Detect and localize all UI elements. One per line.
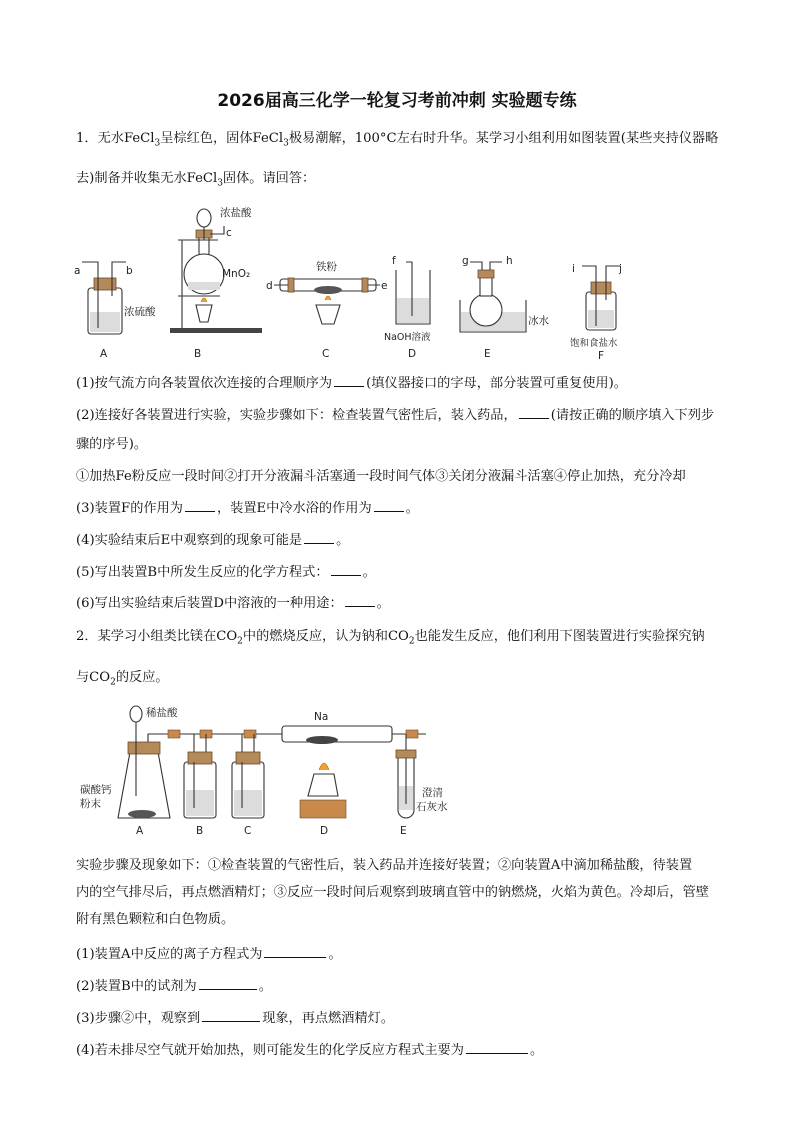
q2-procedure-2: 内的空气排尽后，再点燃酒精灯；③反应一段时间后观察到玻璃直管中的钠燃烧，火焰为黄色。冷却后，管壁 [76,885,709,900]
device-2d [282,711,392,837]
label-caco3-2: 粉末 [80,798,101,810]
q1-steps: ①加热Fe粉反应一段时间②打开分液漏斗活塞通一段时间气体③关闭分液漏斗活塞④停止加热，充分冷却 [76,469,686,484]
label-limewater-2: 石灰水 [416,801,448,813]
q2-sub1 [76,945,342,964]
q1-sub5-text: (5)写出装置B中所发生反应的化学方程式： [76,565,329,580]
label-i: i [572,263,575,275]
label-limewater-1: 澄清 [422,787,443,799]
q2-sub2-blank[interactable] [199,977,257,990]
device-d [384,255,431,360]
q1-sub6 [76,594,390,613]
q2-procedure-3: 附有黑色颗粒和白色物质。 [76,912,235,927]
q2-sub4-blank[interactable] [466,1041,528,1054]
device-label-e: E [484,348,491,360]
q1-sub1-blank[interactable] [334,374,364,387]
label-b: b [126,265,133,277]
q2-procedure-1: 实验步骤及现象如下：①检查装置的气密性后，装入药品并连接好装置；②向装置A中滴加稀盐酸，待装置 [76,858,693,873]
q2-sub3-blank[interactable] [202,1009,260,1022]
q1-intro-b: 呈棕红色，固体FeCl [160,131,284,146]
q1-sub3-blank-2[interactable] [374,499,404,512]
device-label-f: F [598,350,605,362]
q1-sub2-blank[interactable] [519,406,549,419]
q1-sub4-blank[interactable] [304,531,334,544]
q1-sub6-blank[interactable] [345,594,375,607]
q2-sub1-tail: 。 [328,947,342,962]
q1-sub5 [76,563,376,582]
label-caco3-1: 碳酸钙 [80,784,112,796]
device-label-2a: A [136,825,144,837]
page-title: 2026届高三化学一轮复习考前冲刺 实验题专练 [217,91,577,111]
q1-sub5-blank[interactable] [331,563,361,576]
device-2c [232,734,264,837]
q2-intro-a: 2．某学习小组类比镁在CO [76,629,238,644]
q2-intro-c: 也能发生反应，他们利用下图装置进行实验探究钠 [414,629,705,644]
q1-intro-c: 极易潮解，100°C左右时升华。某学习小组利用如图装置(某些夹持仪器略 [288,131,719,146]
device-label-c: C [322,348,330,360]
q2-sub3 [76,1009,394,1028]
q1-sub2-tail: (请按正确的顺序填入下列步 [550,408,715,423]
q2-sub4 [76,1041,543,1060]
q1-intro2-b: 固体。请回答： [222,171,316,186]
device-label-2c: C [244,825,252,837]
device-b [170,206,262,360]
q1-sub3-text-c: 。 [405,501,419,516]
q1-sub2-text: (2)连接好各装置进行实验，实验步骤如下：检查装置气密性后，装入药品， [76,408,517,423]
device-e [460,255,549,360]
q2-apparatus-figure [76,700,476,842]
device-2a [80,706,188,837]
label-e: e [381,280,388,292]
device-f [570,263,622,362]
device-2e [396,734,448,837]
label-dilute-hcl: 稀盐酸 [146,707,178,719]
q1-sub3 [76,499,419,518]
label-f: f [392,255,396,267]
label-conc-hcl: 浓盐酸 [220,207,252,219]
label-conc-h2so4: 浓硫酸 [124,306,156,318]
q1-sub1-tail: (填仪器接口的字母，部分装置可重复使用)。 [366,376,627,391]
q2-sub1-blank[interactable] [264,945,326,958]
device-label-a: A [100,348,108,360]
label-naoh: NaOH溶液 [384,332,431,343]
q1-intro-line2 [76,170,315,193]
label-mno2: MnO₂ [222,268,251,280]
q2-intro-b: 中的燃烧反应，认为钠和CO [242,629,409,644]
q2-sub2-text: (2)装置B中的试剂为 [76,979,197,994]
q1-sub3-c: 3 [217,178,223,189]
device-label-2e: E [400,825,407,837]
q2-intro2-b: 的反应。 [115,670,169,685]
q1-sub2-line2: 骤的序号)。 [76,437,148,452]
device-2b [184,734,216,837]
q1-sub1-text: (1)按气流方向各装置依次连接的合理顺序为 [76,376,333,391]
q2-sub3-text-b: 现象，再点燃酒精灯。 [262,1011,395,1026]
label-a: a [74,265,81,277]
q1-sub2 [76,406,714,425]
q2-sub4-text: (4)若未排尽空气就开始加热，则可能发生的化学反应方程式主要为 [76,1043,464,1058]
q1-sub3-b: 3 [283,138,289,149]
q1-sub5-tail: 。 [362,565,376,580]
device-c [266,260,387,360]
q2-sub1-text: (1)装置A中反应的离子方程式为 [76,947,263,962]
q2-sub3-text-a: (3)步骤②中，观察到 [76,1011,201,1026]
q1-intro-line1 [76,130,718,153]
label-sat-nacl: 饱和食盐水 [570,338,618,349]
label-j: j [619,263,622,275]
q2-sub4-tail: 。 [529,1043,544,1058]
q2-sub2-tail: 。 [258,979,272,994]
device-label-2d: D [320,825,329,837]
tube-joint [406,730,418,738]
device-label-2b: B [196,825,204,837]
q1-sub4-text: (4)实验结束后E中观察到的现象可能是 [76,533,303,548]
q1-intro-a: 1．无水FeCl [76,131,155,146]
tube-joint [168,730,180,738]
label-d: d [266,280,273,292]
device-a [74,262,156,360]
q1-sub3-text-b: ，装置E中冷水浴的作用为 [216,501,372,516]
q1-sub6-text: (6)写出实验结束后装置D中溶液的一种用途： [76,596,343,611]
q1-apparatus-figure [70,200,650,365]
q1-sub3-text-a: (3)装置F的作用为 [76,501,183,516]
q2-sub2-a: 2 [237,636,243,647]
q1-sub3-blank-1[interactable] [185,499,215,512]
q2-sub2-c: 2 [110,677,116,688]
q1-sub1 [76,374,627,393]
label-na: Na [314,711,329,723]
label-iron-powder: 铁粉 [316,261,337,273]
q1-intro2-a: 去)制备并收集无水FeCl [76,171,218,186]
label-h: h [506,255,513,267]
q2-sub2 [76,977,272,996]
q2-intro2-a: 与CO [76,670,111,685]
device-label-b: B [194,348,202,360]
label-g: g [462,255,469,267]
q2-intro-line1 [76,628,705,651]
label-c: c [226,227,232,239]
q2-intro-line2 [76,669,169,692]
q1-sub4 [76,531,349,550]
q1-sub4-tail: 。 [336,533,350,548]
device-label-d: D [408,348,417,360]
q1-sub3-a: 3 [154,138,161,149]
q2-sub2-b: 2 [408,636,415,647]
q1-sub6-tail: 。 [376,596,390,611]
label-ice-water: 冰水 [528,315,549,327]
